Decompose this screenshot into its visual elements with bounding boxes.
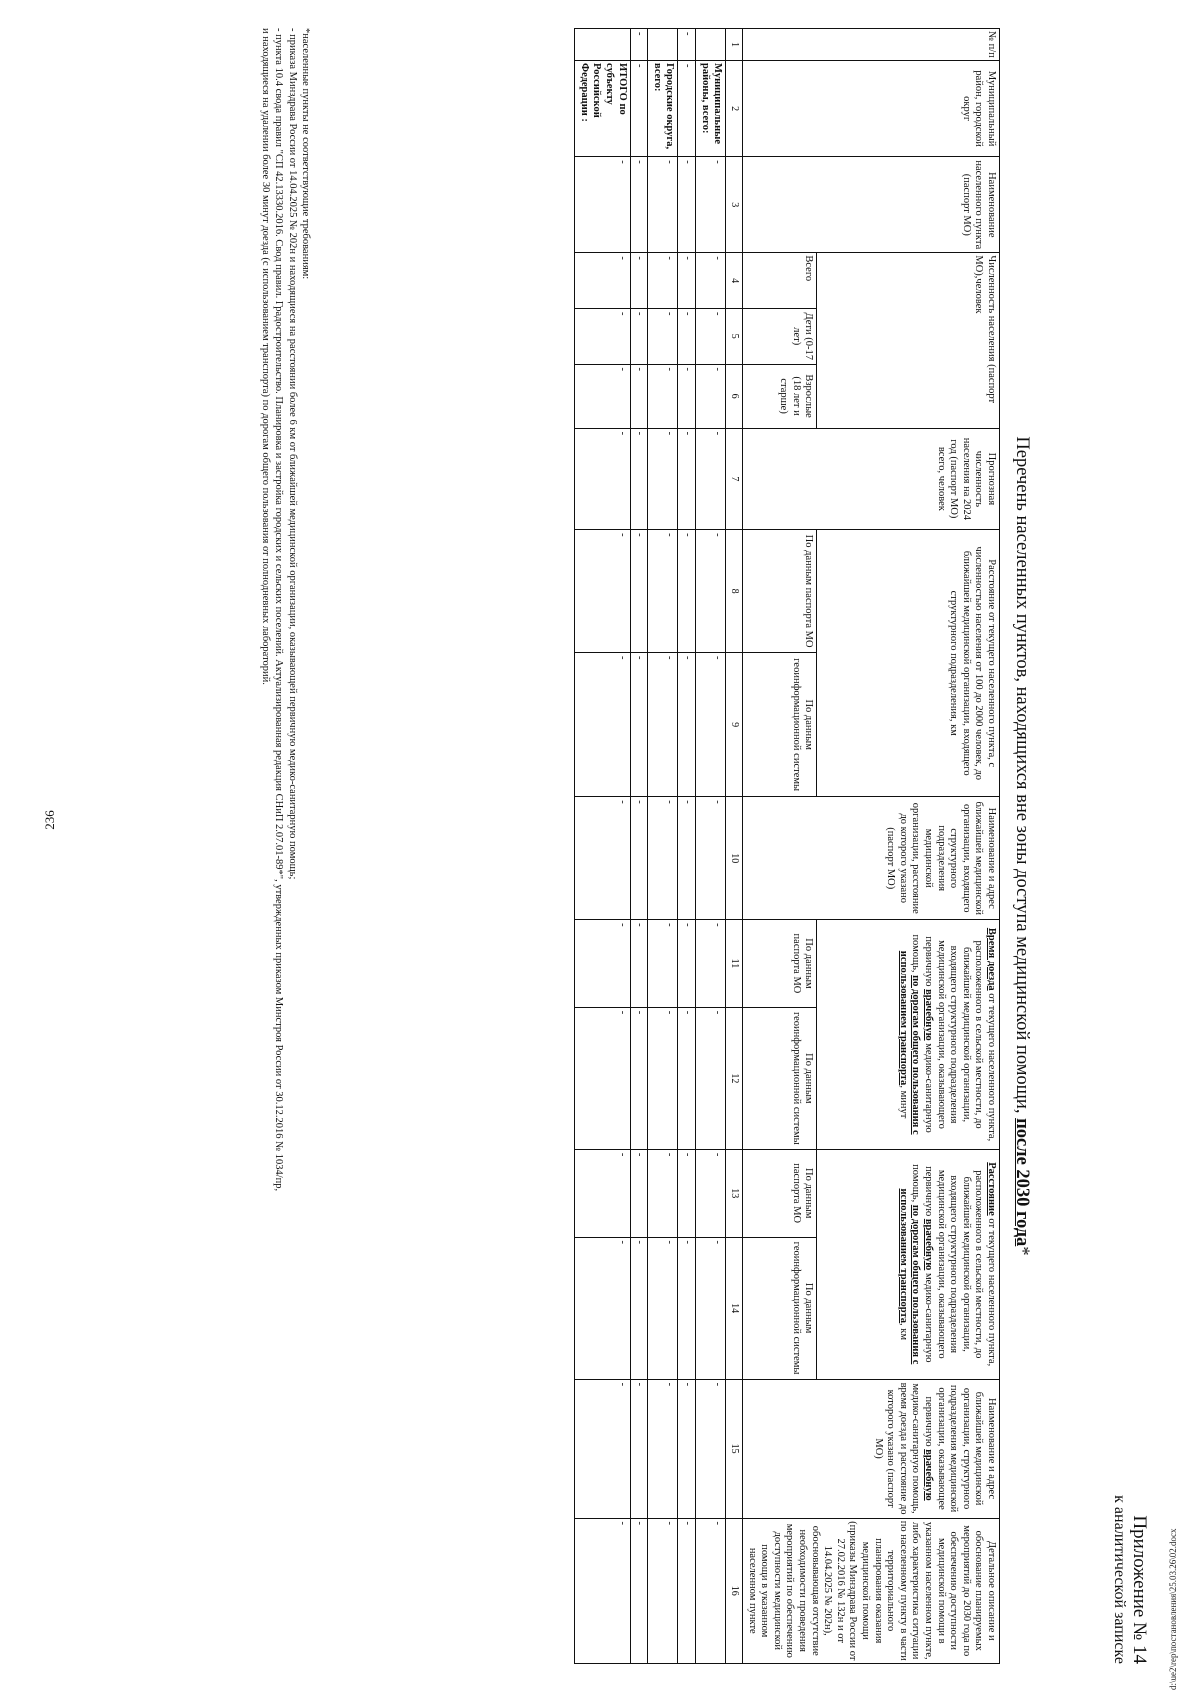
row-label-munic: Муниципальные районы, всего: xyxy=(695,61,725,157)
footnote-4: и находящиеся на удалении более 30 минут доезда (с использованием транспорта) по дорогам общего пользования от полнодневных лабораторий. xyxy=(259,28,271,685)
row-cell-dash: - xyxy=(648,1149,678,1237)
col-num: 14 xyxy=(726,1237,743,1379)
row-cell-dash: - xyxy=(678,428,696,530)
row-cell-dash: - xyxy=(648,308,678,364)
h13-t2: медико-санитарную помощь, xyxy=(910,1164,935,1363)
footnote-3: - пункта 10.4 свода правил "СП 42.13330.2016. Свод правил. Градостроительство. Планировка и застройка городских и сельских поселений. Актуализированная редакция СНиП 2.07.01-89*", утвержденных приказом Минстроя России от 30.12.2016 № 1034/пр, xyxy=(273,28,285,1192)
row-cell-dash: - xyxy=(630,364,648,428)
row-cell-dash: - xyxy=(695,920,725,1008)
row-cell-dash: - xyxy=(678,364,696,428)
row-cell-dash: - xyxy=(678,920,696,1008)
col-road-passport-header: По данным паспорта МО xyxy=(743,1149,817,1237)
row-cell-dash: - xyxy=(648,530,678,653)
footnote-2: - приказа Минздрава России от 14.04.2025 № 202н и находящиеся на расстоянии более 6 км от ближайшей медицинской организации, оказывающей первичную медико-санитарную помощь; xyxy=(286,28,298,880)
h15-t1: Наименование и адрес ближайшей медицинской организации, структурного подразделения медицинской организации, оказывающее первичную xyxy=(923,1384,997,1513)
col-travel-time-header xyxy=(817,920,1000,1150)
row-cell-dash: - xyxy=(695,1518,725,1663)
row-cell-empty xyxy=(648,29,678,61)
h11-t3: , минут xyxy=(897,1085,909,1119)
col-adults-header: Взрослые (18 лет и старше) xyxy=(743,364,817,428)
col-num: 16 xyxy=(726,1518,743,1663)
row-cell-dash: - xyxy=(630,253,648,309)
row-cell-dash: - xyxy=(695,653,725,797)
row-cell-dash: - xyxy=(575,428,630,530)
row-cell-dash: - xyxy=(678,530,696,653)
row-cell-dash: - xyxy=(678,308,696,364)
row-cell-dash: - xyxy=(678,1149,696,1237)
row-cell-dash: - xyxy=(630,653,648,797)
col-num: 12 xyxy=(726,1007,743,1149)
settlements-table xyxy=(574,28,1000,1664)
row-cell-dash: - xyxy=(575,253,630,309)
row-cell-dash: - xyxy=(648,364,678,428)
table-row-munic-detail xyxy=(678,29,696,1664)
row-cell-dash: - xyxy=(648,253,678,309)
table-row-urban-detail xyxy=(630,29,648,1664)
h13-u2: врачебную xyxy=(923,1218,935,1271)
row-cell-dash: - xyxy=(678,157,696,253)
row-cell-dash: - xyxy=(695,1379,725,1518)
row-cell-dash: - xyxy=(575,308,630,364)
row-cell-dash: - xyxy=(630,157,648,253)
footnote-1: *населенные пункты не соответствующие требованиям: xyxy=(300,28,311,280)
h13-t3: , км xyxy=(897,1323,909,1341)
row-cell-dash: - xyxy=(630,61,648,157)
col-num: 13 xyxy=(726,1149,743,1237)
row-cell-dash: - xyxy=(648,1379,678,1518)
row-cell-dash: - xyxy=(695,308,725,364)
row-cell-dash: - xyxy=(648,428,678,530)
row-cell-empty xyxy=(575,29,630,61)
page-number: 236 xyxy=(42,810,57,830)
title-mark: * xyxy=(1012,1246,1032,1256)
col-distance-passport-header: По данным паспорта МО xyxy=(743,530,817,653)
col-time-gis-header: По данным геоинформационной системы xyxy=(743,1007,817,1149)
row-cell-dash: - xyxy=(678,1379,696,1518)
row-cell-dash: - xyxy=(630,920,648,1008)
row-cell-dash: - xyxy=(678,29,696,61)
row-cell-dash: - xyxy=(695,428,725,530)
row-cell-empty xyxy=(695,29,725,61)
page-title xyxy=(1011,22,1032,1670)
row-cell-dash: - xyxy=(575,920,630,1008)
h15-u1: врачебную xyxy=(923,1449,935,1501)
col-num: 15 xyxy=(726,1379,743,1518)
col-total-header: Всего xyxy=(743,253,817,309)
col-children-header: Дети (0-17 лет) xyxy=(743,308,817,364)
col-num: 9 xyxy=(726,653,743,797)
h13-t1: от текущего населенного пункта, расположенного в сельской местности, до ближайшей медицинской организации, входящего структурного подразделения медицинской организации, оказывающего первичную xyxy=(923,1166,997,1367)
h11-u3: по дорогам общего пользования с использованием транспорта xyxy=(897,950,922,1135)
row-cell-dash: - xyxy=(630,308,648,364)
row-cell-dash: - xyxy=(695,1237,725,1379)
col-num: 10 xyxy=(726,797,743,920)
col-num: 7 xyxy=(726,428,743,530)
row-cell-dash: - xyxy=(648,653,678,797)
col-number-header: № п/п xyxy=(743,29,1000,61)
h11-t2: медико-санитарную помощь, xyxy=(910,934,935,1133)
row-cell-dash: - xyxy=(630,1379,648,1518)
row-cell-dash: - xyxy=(695,364,725,428)
table-row-grand-total xyxy=(575,29,630,1664)
col-road-distance-header xyxy=(817,1149,1000,1379)
row-cell-dash: - xyxy=(575,1007,630,1149)
row-cell-dash: - xyxy=(630,797,648,920)
footnotes xyxy=(258,28,312,1191)
row-cell-dash: - xyxy=(630,1007,648,1149)
row-cell-dash: - xyxy=(575,157,630,253)
row-cell-dash: - xyxy=(695,797,725,920)
col-time-passport-header: По данным паспорта МО xyxy=(743,920,817,1008)
col-settlement-header: Наименование населенного пункта (паспорт МО) xyxy=(743,157,1000,253)
col-num: 11 xyxy=(726,920,743,1008)
row-cell-dash: - xyxy=(630,29,648,61)
row-cell-dash: - xyxy=(648,1007,678,1149)
row-cell-dash: - xyxy=(630,1149,648,1237)
h11-t1: от текущего населенного пункта, расположенного в сельской местности, до ближайшей медицинской организации, входящего структурного подразделения медицинской организации, оказывающего первичную xyxy=(923,936,997,1142)
h11-u2: врачебную xyxy=(923,989,935,1041)
col-description-header: Детальное описание и обоснование планируемых мероприятий до 2030 года по обеспечению доступности медицинской помощи в указанном населенном пункте, либо характеристика ситуации по населенному пункту в части территориального планирования оказания медицинской помощи (приказы Минздрава России от 27.02.2016 № 132н и от 14.04.2025 № 202н), обосновывающая отсутствие необходимости проведения мероприятий по обеспечению доступности медицинской помощи в указанном населенном пункте xyxy=(743,1518,1000,1663)
row-cell-dash: - xyxy=(575,1237,630,1379)
col-num: 8 xyxy=(726,530,743,653)
row-cell-dash: - xyxy=(575,653,630,797)
col-district-header: Муниципальный район, городской округ xyxy=(743,61,1000,157)
col-num: 5 xyxy=(726,308,743,364)
col-num: 1 xyxy=(726,29,743,61)
table-row-urban-total xyxy=(648,29,678,1664)
column-number-row xyxy=(726,29,743,1664)
row-cell-dash: - xyxy=(630,428,648,530)
row-cell-dash: - xyxy=(648,1518,678,1663)
col-population-header: Численность населения (паспорт МО),человек xyxy=(817,253,1000,428)
row-cell-dash: - xyxy=(695,530,725,653)
header-row-1 xyxy=(817,29,1000,1664)
h13-u3: по дорогам общего пользования с использованием транспорта xyxy=(897,1188,922,1365)
row-cell-dash: - xyxy=(630,1237,648,1379)
h11-u1: Время доезда xyxy=(986,927,997,991)
col-primary-care-org-header xyxy=(743,1379,1000,1518)
row-cell-dash: - xyxy=(575,364,630,428)
appendix-line-1: Приложение № 14 xyxy=(1129,1515,1150,1664)
row-cell-dash: - xyxy=(678,653,696,797)
row-cell-dash: - xyxy=(678,1237,696,1379)
row-cell-dash: - xyxy=(575,530,630,653)
col-distance-header: Расстояние от текущего населенного пункта, с численностью населения от 100 до 2000 человек, до ближайшей медицинской организации, входящего структурного подразделения, км xyxy=(817,530,1000,797)
appendix-caption xyxy=(1109,1495,1150,1664)
col-num: 3 xyxy=(726,157,743,253)
col-nearest-org-header: Наименование и адрес ближайшей медицинской организации, входящего структурного подразделения медицинской организации, расстояние до которого указано (паспорт МО) xyxy=(743,797,1000,920)
col-forecast-header: Прогнозная численность населения на 2024 год (паспорт МО) всего, человек xyxy=(743,428,1000,530)
row-cell-dash: - xyxy=(695,1007,725,1149)
footer-file-path: d:\ue2\rep\постановления\25.03.26\02.docx xyxy=(1168,1528,1178,1690)
row-cell-dash: - xyxy=(630,530,648,653)
row-cell-dash: - xyxy=(630,1518,648,1663)
appendix-line-2: к аналитической записке xyxy=(1110,1495,1128,1664)
row-label-total: ИТОГО по субъекту Российской Федерации : xyxy=(575,61,630,157)
title-main: Перечень населенных пунктов, находящихся вне зоны доступа медицинской помощи, xyxy=(1012,436,1032,1114)
col-num: 6 xyxy=(726,364,743,428)
col-num: 2 xyxy=(726,61,743,157)
row-cell-dash: - xyxy=(575,1518,630,1663)
row-cell-dash: - xyxy=(575,1149,630,1237)
col-num: 4 xyxy=(726,253,743,309)
row-cell-dash: - xyxy=(678,797,696,920)
h13-u1: Расстояние xyxy=(986,1162,997,1216)
row-cell-dash: - xyxy=(678,253,696,309)
row-cell-dash: - xyxy=(678,1518,696,1663)
row-cell-dash: - xyxy=(648,1237,678,1379)
row-cell-dash: - xyxy=(648,157,678,253)
row-cell-dash: - xyxy=(648,920,678,1008)
col-road-gis-header: По данным геоинформационной системы xyxy=(743,1237,817,1379)
row-cell-dash: - xyxy=(695,1149,725,1237)
row-cell-dash: - xyxy=(695,157,725,253)
row-cell-dash: - xyxy=(575,1379,630,1518)
row-cell-dash: - xyxy=(648,797,678,920)
row-cell-dash: - xyxy=(678,61,696,157)
row-label-urban: Городские округа, всего: xyxy=(648,61,678,157)
table-row-munic-total xyxy=(695,29,725,1664)
col-distance-gis-header: По данным геоинформационной системы xyxy=(743,653,817,797)
row-cell-dash: - xyxy=(575,797,630,920)
row-cell-dash: - xyxy=(678,1007,696,1149)
h15-t2: медико-санитарную помощь, время доезда и расстояние до которого указано (паспорт МО) xyxy=(872,1382,922,1515)
title-emphasis: после 2030 года xyxy=(1012,1118,1032,1247)
rotated-page xyxy=(210,22,1150,1670)
row-cell-dash: - xyxy=(695,253,725,309)
